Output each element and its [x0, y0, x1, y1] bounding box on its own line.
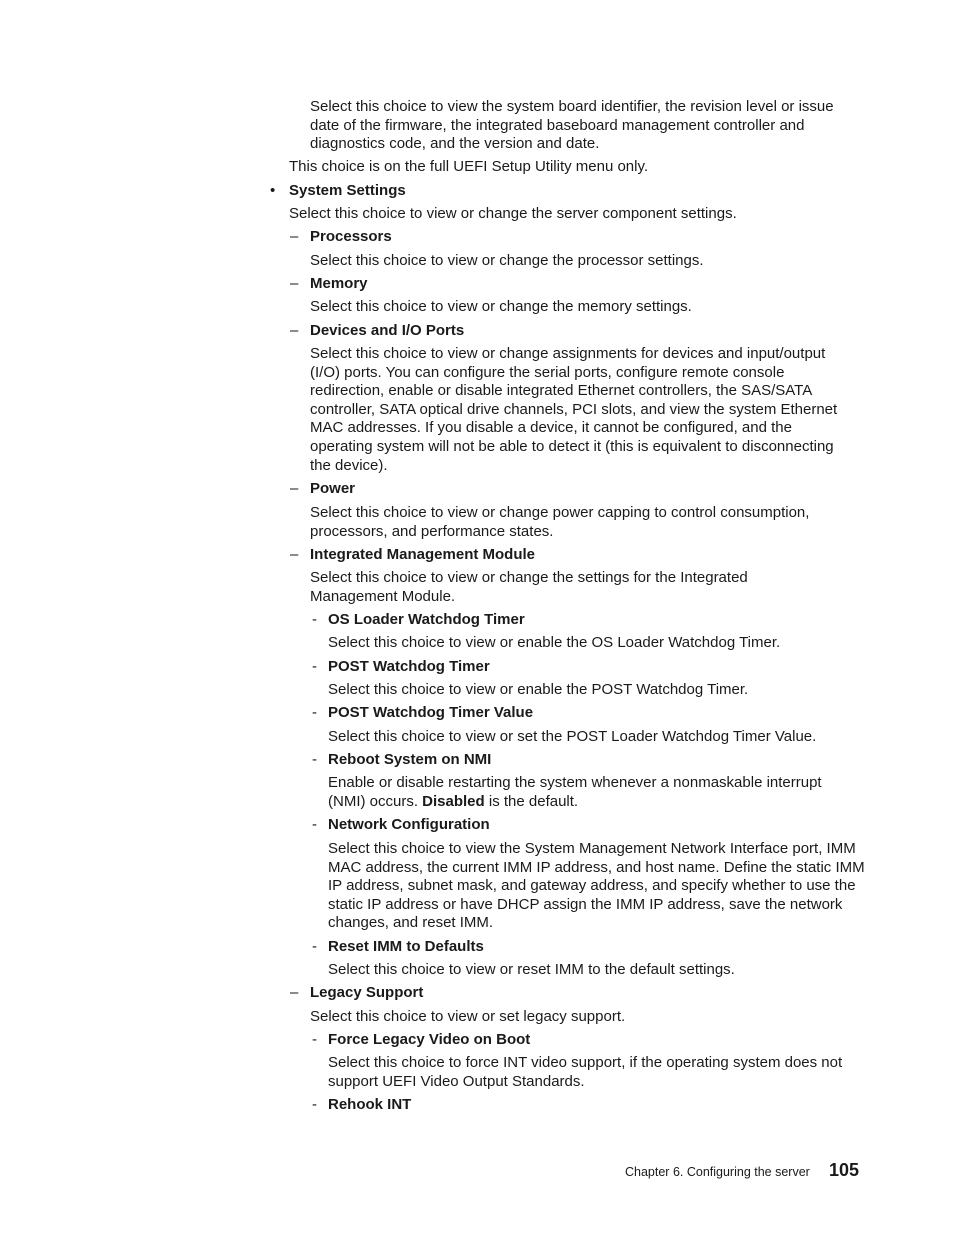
dash-marker: –: [290, 984, 299, 1001]
processors-heading: Processors: [310, 228, 392, 245]
reboot-nmi-text: Enable or disable restarting the system whenever a nonmaskable interrupt (NMI) occurs.: [328, 774, 822, 810]
dash-marker: –: [290, 275, 299, 292]
rehook-int-heading: Rehook INT: [328, 1096, 412, 1113]
intro-note: This choice is on the full UEFI Setup Utility menu only.: [289, 158, 649, 175]
legacy-support-description: Select this choice to view or set legacy support.: [310, 1008, 626, 1025]
dash-marker: –: [290, 480, 299, 497]
reset-imm-heading: Reset IMM to Defaults: [328, 938, 484, 955]
reboot-nmi-text-end: is the default.: [484, 792, 579, 810]
force-legacy-video-description: Select this choice to force INT video support, if the operating system does not support UEFI Video Output Standards.: [328, 1054, 843, 1090]
os-loader-description: Select this choice to view or enable the OS Loader Watchdog Timer.: [328, 634, 781, 651]
memory-heading: Memory: [310, 275, 368, 292]
bullet-marker: •: [270, 182, 276, 199]
hyphen-marker: -: [312, 938, 317, 955]
hyphen-marker: -: [312, 611, 317, 628]
dash-marker: –: [290, 228, 299, 245]
os-loader-heading: OS Loader Watchdog Timer: [328, 611, 525, 628]
hyphen-marker: -: [312, 1096, 317, 1113]
post-watchdog-description: Select this choice to view or enable the POST Watchdog Timer.: [328, 681, 749, 698]
footer-chapter: Chapter 6. Configuring the server: [625, 1165, 810, 1179]
power-description: Select this choice to view or change power capping to control consumption, processors, and performance states.: [310, 504, 810, 540]
network-configuration-description: Select this choice to view the System Management Network Interface port, IMM MAC address, the current IMM IP address, and host name. Define the static IMM IP address, subnet mask, and gateway address, and specify whether to use the static IP address or have DHCP assign the IMM IP address, save the network changes, and reset IMM.: [328, 840, 865, 932]
network-configuration-heading: Network Configuration: [328, 816, 490, 833]
system-settings-description: Select this choice to view or change the server component settings.: [289, 205, 737, 222]
devices-heading: Devices and I/O Ports: [310, 322, 465, 339]
dash-marker: –: [290, 322, 299, 339]
power-heading: Power: [310, 480, 356, 497]
devices-description: Select this choice to view or change assignments for devices and input/output (I/O) ports. You can configure the serial ports, configure remote console redirection, enable or disable integrated Ethernet controllers, the SAS/SATA controller, SATA optical drive channels, PCI slots, and view the system Ethernet MAC addresses. If you disable a device, it cannot be configured, and the operating system will not be able to detect it (this is equivalent to disconnecting the device).: [310, 345, 838, 474]
hyphen-marker: -: [312, 1031, 317, 1048]
processors-description: Select this choice to view or change the processor settings.: [310, 252, 704, 269]
system-settings-heading: System Settings: [289, 182, 406, 199]
reboot-nmi-heading: Reboot System on NMI: [328, 751, 492, 768]
hyphen-marker: -: [312, 704, 317, 721]
imm-description: Select this choice to view or change the settings for the Integrated Management Module.: [310, 569, 748, 605]
legacy-support-heading: Legacy Support: [310, 984, 424, 1001]
page-number: 105: [829, 1160, 860, 1180]
force-legacy-video-heading: Force Legacy Video on Boot: [328, 1031, 531, 1048]
reset-imm-description: Select this choice to view or reset IMM to the default settings.: [328, 961, 735, 978]
reboot-nmi-description: [328, 774, 858, 811]
post-watchdog-heading: POST Watchdog Timer: [328, 658, 490, 675]
post-watchdog-value-description: Select this choice to view or set the POST Loader Watchdog Timer Value.: [328, 728, 817, 745]
imm-heading: Integrated Management Module: [310, 546, 536, 563]
intro-description: Select this choice to view the system board identifier, the revision level or issue date of the firmware, the integrated baseboard management controller and diagnostics code, and the version and date.: [310, 98, 834, 153]
default-value-text: Disabled: [422, 792, 485, 810]
post-watchdog-value-heading: POST Watchdog Timer Value: [328, 704, 534, 721]
dash-marker: –: [290, 546, 299, 563]
memory-description: Select this choice to view or change the memory settings.: [310, 298, 692, 315]
hyphen-marker: -: [312, 658, 317, 675]
hyphen-marker: -: [312, 751, 317, 768]
hyphen-marker: -: [312, 816, 317, 833]
